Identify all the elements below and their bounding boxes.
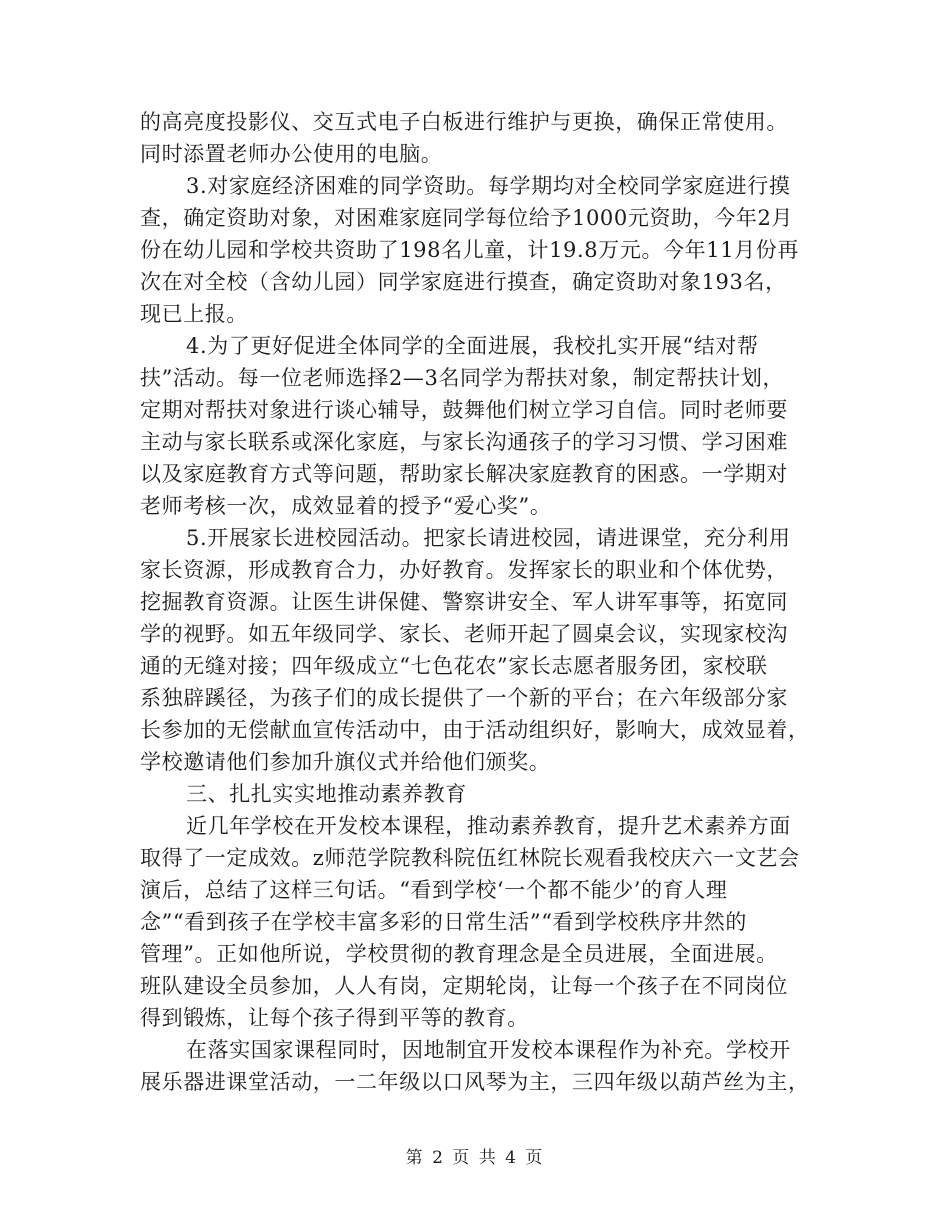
text-line: 定期对帮扶对象进行谈心辅导，鼓舞他们树立学习自信。同时老师要: [140, 398, 788, 422]
text-line: 家长资源，形成教育合力，办好教育。发挥家长的职业和个体优势，: [140, 558, 788, 582]
text-line: 主动与家长联系或深化家庭，与家长沟通孩子的学习习惯、学习困难: [140, 430, 788, 454]
text-line: 的高亮度投影仪、交互式电子白板进行维护与更换，确保正常使用。: [140, 110, 788, 134]
text-line: 次在对全校（含幼儿园）同学家庭进行摸查，确定资助对象193名，: [140, 270, 787, 294]
text-line: 念”“看到孩子在学校丰富多彩的日常生活”“看到学校秩序井然的: [140, 910, 747, 934]
text-line: 老师考核一次，成效显着的授予“爱心奖”。: [140, 494, 552, 518]
text-line: 三、扎扎实实地推动素养教育: [186, 782, 467, 806]
text-line: 份在幼儿园和学校共资助了198名儿童，计19.8万元。今年11月份再: [140, 238, 799, 262]
text-line: 同时添置老师办公使用的电脑。: [140, 142, 443, 166]
text-line: 展乐器进课堂活动，一二年级以口风琴为主，三四年级以葫芦丝为主，: [140, 1070, 810, 1094]
text-line: 学校邀请他们参加升旗仪式并给他们颁奖。: [140, 750, 551, 774]
text-line: 挖掘教育资源。让医生讲保健、警察讲安全、军人讲军事等，拓宽同: [140, 590, 788, 614]
text-line: 演后，总结了这样三句话。“看到学校‘一个都不能少’的育人理: [140, 878, 728, 902]
text-line: 扶”活动。每一位老师选择2—3名同学为帮扶对象，制定帮扶计划，: [140, 366, 785, 390]
text-line: 班队建设全员参加，人人有岗，定期轮岗，让每一个孩子在不同岗位: [140, 974, 788, 998]
text-line: 学的视野。如五年级同学、家长、老师开起了圆桌会议，实现家校沟: [140, 622, 788, 646]
page-footer: 第 2 页 共 4 页: [405, 1148, 545, 1168]
text-line: 在落实国家课程同时，因地制宜开发校本课程作为补充。学校开: [186, 1038, 791, 1062]
text-line: 通的无缝对接；四年级成立“七色花农”家长志愿者服务团，家校联: [140, 654, 768, 678]
text-line: 4.为了更好促进全体同学的全面进展，我校扎实开展“结对帮: [186, 334, 759, 358]
text-line: 3.对家庭经济困难的同学资助。每学期均对全校同学家庭进行摸: [186, 174, 791, 198]
text-line: 查，确定资助对象，对困难家庭同学每位给予1000元资助，今年2月: [140, 206, 794, 230]
text-line: 系独辟蹊径，为孩子们的成长提供了一个新的平台；在六年级部分家: [140, 686, 788, 710]
text-line: 取得了一定成效。z师范学院教科院伍红林院长观看我校庆六一文艺会: [140, 846, 800, 870]
text-line: 近几年学校在开发校本课程，推动素养教育，提升艺术素养方面: [186, 814, 791, 838]
text-line: 5.开展家长进校园活动。把家长请进校园，请进课堂，充分利用: [186, 526, 791, 550]
document-body: [140, 106, 820, 1098]
text-line: 以及家庭教育方式等问题，帮助家长解决家庭教育的困惑。一学期对: [140, 462, 788, 486]
text-line: 长参加的无偿献血宣传活动中，由于活动组织好，影响大，成效显着，: [140, 718, 810, 742]
text-line: 得到锻炼，让每个孩子得到平等的教育。: [140, 1006, 529, 1030]
text-line: 管理”。正如他所说，学校贯彻的教育理念是全员进展，全面进展。: [140, 942, 778, 966]
text-line: 现已上报。: [140, 302, 248, 326]
